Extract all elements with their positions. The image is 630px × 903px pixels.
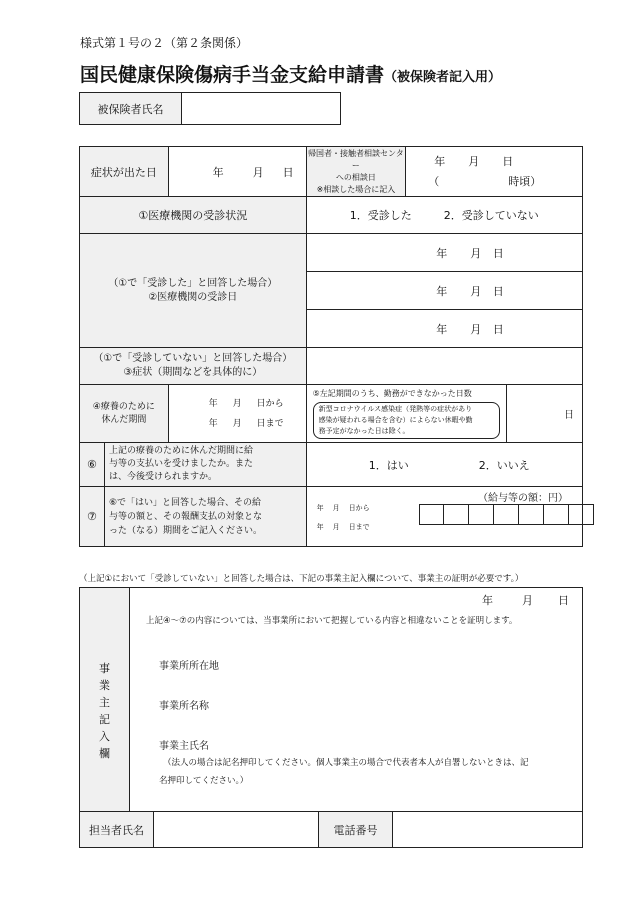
- consult-center-field[interactable]: 年 月 日 （ 時頃）: [406, 147, 583, 197]
- title-main: 国民健康保険傷病手当金支給申請書: [80, 64, 385, 86]
- employer-section: [79, 587, 583, 812]
- symptom-date-label: 症状が出た日: [80, 147, 169, 197]
- q2-date-field-3[interactable]: 年 月 日: [306, 310, 582, 348]
- employer-owner-label: 事業主氏名: [159, 741, 209, 752]
- q6-option-no[interactable]: 2．いいえ: [478, 458, 530, 472]
- employer-certify-text: 上記④～⑦の内容については、当事業所において把握している内容と相違ないことを証明します。: [146, 616, 518, 626]
- q4-period-field[interactable]: 年 月 日から 年 月 日まで: [168, 385, 306, 443]
- q3-label: （①で「受診していない」と回答した場合） ③症状（期間などを具体的に）: [80, 348, 307, 385]
- q4-label: ④療養のために 休んだ期間: [80, 385, 169, 443]
- q6-option-yes[interactable]: 1．はい: [368, 458, 409, 472]
- q3-symptom-field[interactable]: [306, 348, 582, 385]
- q1-options[interactable]: [306, 197, 582, 234]
- employer-cert-date[interactable]: 年 月 日: [482, 594, 569, 607]
- q7-question: ⑥で「はい」と回答した場合、その給 与等の額と、その報酬支払の対象とな った（なる）期間をご記入ください。: [104, 487, 306, 547]
- q6-question: 上記の療養のために休んだ期間に給 与等の支払いを受けましたか。また は、今後受けられますか。: [104, 443, 306, 487]
- phone-field[interactable]: [392, 811, 583, 848]
- employer-address-label: 事業所所在地: [159, 661, 219, 672]
- q7-amount-area[interactable]: 年 月 日から 年 月 日まで （給与等の額：円）: [306, 487, 582, 547]
- q7-number: ⑦: [80, 487, 105, 547]
- employer-side-label: 事 業 主 記 入 欄: [80, 588, 130, 811]
- symptom-date-field[interactable]: 年 月 日: [168, 147, 306, 197]
- employer-requirement-note: （上記①において「受診していない」と回答した場合は、下記の事業主記入欄について、事業主の証明が必要です。）: [79, 574, 524, 584]
- q5-label: ⑤左記期間のうち、勤務ができなかった日数 新型コロナウイルス感染症（発熱等の症状があり 感染が疑われる場合を含む）によらない休暇や勤 務予定がなかった日は除く。: [306, 385, 506, 443]
- q7-amount-digits[interactable]: [419, 504, 594, 525]
- document-title: [80, 60, 501, 87]
- form-number: 様式第１号の２（第２条関係）: [80, 36, 249, 50]
- staff-name-field[interactable]: [153, 811, 319, 848]
- q2-date-field-1[interactable]: 年 月 日: [306, 234, 582, 272]
- q2-label: （①で「受診した」と回答した場合） ②医療機関の受診日: [80, 234, 307, 348]
- insured-name-field[interactable]: [181, 92, 341, 125]
- q7-amount-label: （給与等の額：円）: [478, 493, 568, 504]
- q2-date-field-2[interactable]: 年 月 日: [306, 272, 582, 310]
- q6-number: ⑥: [80, 443, 105, 487]
- consult-center-label: 帰国者・接触者相談センター への相談日 ※相談した場合に記入: [306, 147, 406, 197]
- employer-name-label: 事業所名称: [159, 701, 209, 712]
- q5-days-field[interactable]: 日: [507, 385, 583, 443]
- q1-label: ①医療機関の受診状況: [80, 197, 307, 234]
- title-sub: （被保険者記入用）: [384, 70, 502, 85]
- main-form-table: [79, 146, 583, 547]
- q1-option-not-visited[interactable]: 2．受診していない: [443, 209, 539, 222]
- q1-option-visited[interactable]: 1．受診した: [349, 209, 412, 222]
- insured-name-label: 被保険者氏名: [79, 92, 182, 125]
- staff-name-label: 担当者氏名: [79, 811, 154, 848]
- q6-options[interactable]: [306, 443, 582, 487]
- employer-owner-note: （法人の場合は記名押印してください。個人事業主の場合で代表者本人が自署しないときは、記 名押印してください。）: [159, 758, 529, 786]
- phone-label: 電話番号: [318, 811, 393, 848]
